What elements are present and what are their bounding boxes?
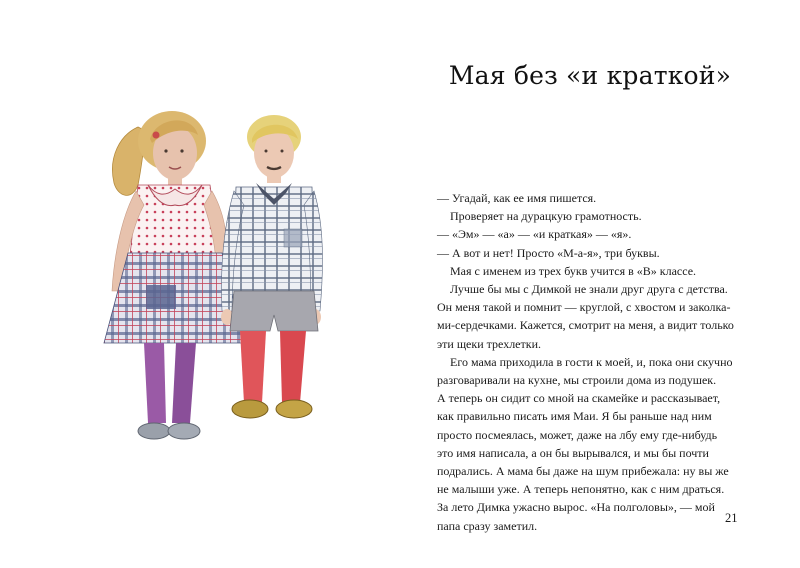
text-line: — «Эм» — «а» — «и краткая» — «я». [437,227,632,242]
text-line: Лучше бы мы с Димкой не знали друг друга с детства. [450,282,728,297]
text-line: За лето Димка ужасно вырос. «На полголовы», — мой [437,500,715,515]
text-line: — Угадай, как ее имя пишется. [437,191,597,205]
text-line: Мая с именем из трех букв учится в «В» классе. [450,263,697,278]
text-line: просто посмеялась, может, даже на лбу ему где-нибудь [437,427,718,442]
text-line: подрались. А мама бы даже на шум прибежала: ну вы же [437,464,729,479]
children-watercolor-illustration [80,105,330,460]
page-number: 21 [725,511,738,525]
text-line: как правильно писать имя Маи. Я бы раньше над ним [437,409,712,424]
text-line: эти щеки трехлетки. [437,336,542,351]
body-text [437,189,757,535]
text-line: разговаривали на кухне, мы строили дома из подушек. [437,373,717,388]
boy-figure [221,115,322,418]
text-line: ми-сердечками. Кажется, смотрит на меня, а видит только [437,318,734,333]
text-line: не малыши уже. А теперь непонятно, как с ним драться. [437,482,725,497]
text-line: А теперь он сидит со мной на скамейке и рассказывает, [437,391,721,406]
text-line: — А вот и нет! Просто «М-а-я», три буквы. [437,245,660,260]
page-title: Мая без «и краткой» [448,60,732,90]
text-line: Проверяет на дурацкую грамотность. [450,209,642,224]
text-line: Его мама приходила в гости к моей, и, пока они скучно [450,354,733,369]
text-line: Он меня такой и помнит — круглой, с хвостом и заколка- [437,300,731,315]
text-line: папа сразу заметил. [437,518,538,533]
text-line: это имя написала, а он бы вырывался, и мы бы почти [437,445,709,460]
